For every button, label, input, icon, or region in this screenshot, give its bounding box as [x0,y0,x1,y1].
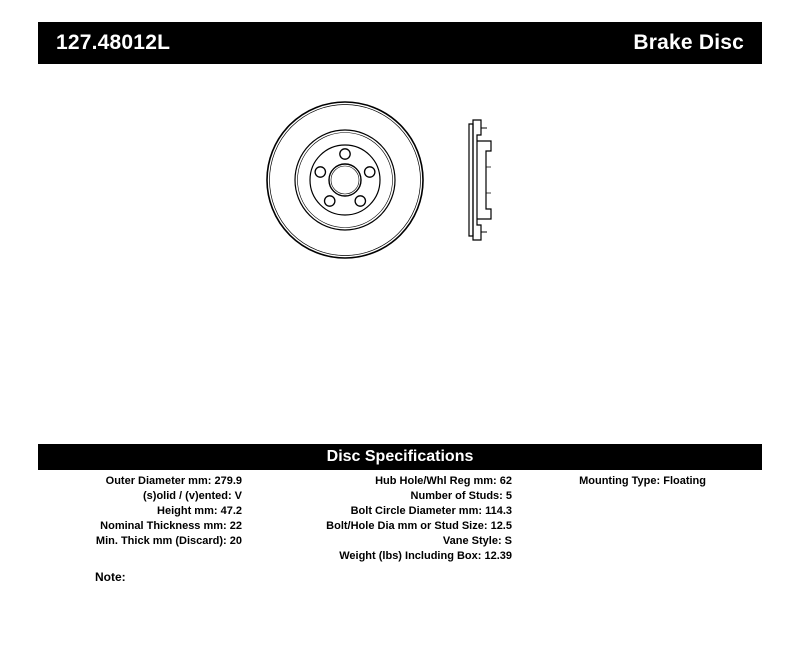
product-drawing [255,95,545,280]
spec-item: Bolt/Hole Dia mm or Stud Size: 12.5 [326,520,512,532]
spec-table [38,474,762,584]
spec-item: Hub Hole/Whl Reg mm: 62 [375,475,512,487]
spec-item: Weight (lbs) Including Box: 12.39 [339,550,512,562]
spec-item: Outer Diameter mm: 279.9 [105,475,242,487]
rotor-front-view [267,102,423,258]
spec-section-title: Disc Specifications [326,448,474,465]
header-bar [38,22,762,64]
spec-item: Height mm: 47.2 [157,505,242,517]
spec-item: Number of Studs: 5 [410,490,512,502]
part-number: 127.48012L [56,31,171,54]
spec-section-header [38,444,762,470]
spec-item: Mounting Type: Floating [579,475,706,487]
spec-item: Min. Thick mm (Discard): 20 [95,535,242,547]
spec-item: (s)olid / (v)ented: V [143,490,242,502]
rotor-side-section-view [469,120,491,240]
spec-column-1 [38,474,244,549]
page-title: Brake Disc [633,31,744,54]
spec-column-2 [244,474,514,564]
spec-item: Vane Style: S [442,535,512,547]
spec-item: Nominal Thickness mm: 22 [100,520,242,532]
note-label: Note: [95,570,126,584]
spec-column-3 [514,474,762,489]
spec-item: Bolt Circle Diameter mm: 114.3 [350,505,512,517]
